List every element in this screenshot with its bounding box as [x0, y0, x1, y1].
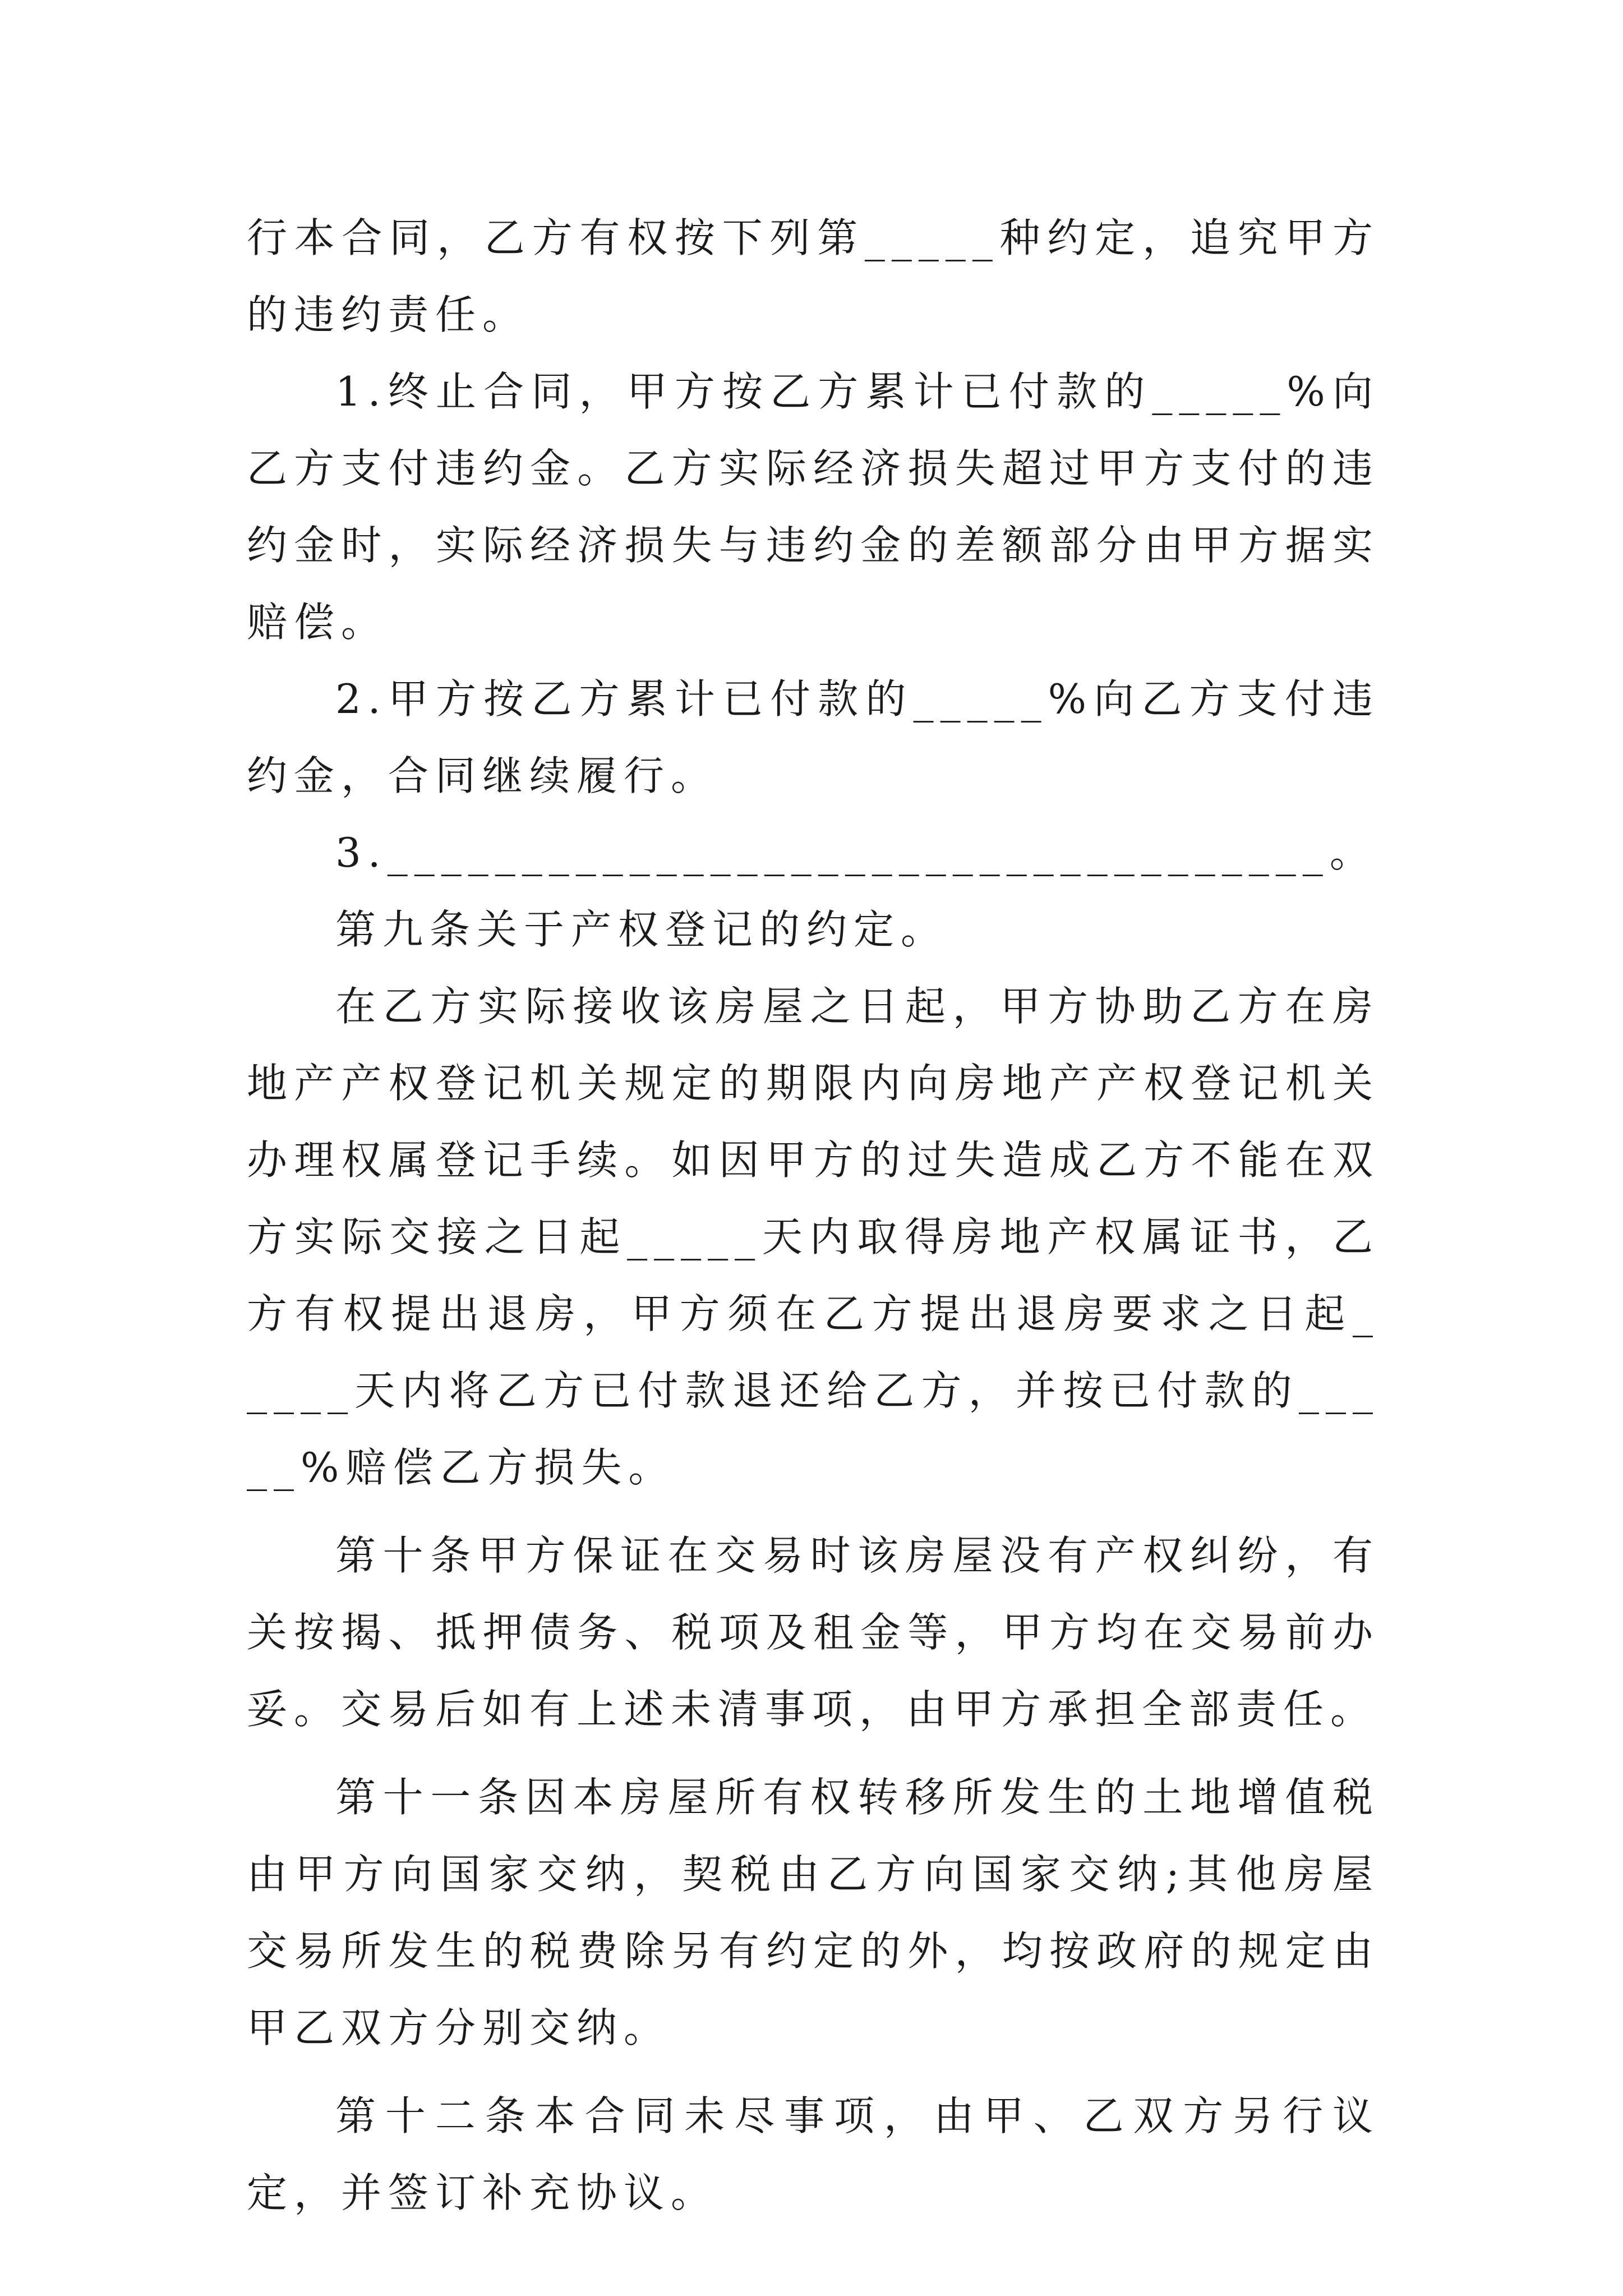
paragraph-option-1: 1.终止合同，甲方按乙方累计已付款的_____%向乙方支付违约金。乙方实际经济损失超过甲方支付的违约金时，实际经济损失与违约金的差额部分由甲方据实赔偿。 — [247, 368, 1380, 646]
article-9-heading: 第九条关于产权登记的约定。 — [335, 906, 948, 953]
article-12: 第十二条本合同未尽事项，由甲、乙双方另行议定，并签订补充协议。 — [247, 2092, 1380, 2216]
article-9-body: 在乙方实际接收该房屋之日起，甲方协助乙方在房地产产权登记机关规定的期限内向房地产产权登记机关办理权属登记手续。如因甲方的过失造成乙方不能在双方实际交接之日起_____天内取得房地产权属证书，乙方有权提出退房，甲方须在乙方提出退房要求之日起_____天内将乙方已付款退还给乙方，并按已付款的_____%赔偿乙方损失。 — [247, 983, 1380, 1491]
document-body — [247, 200, 1380, 2231]
article-11: 第十一条因本房屋所有权转移所发生的土地增值税由甲方向国家交纳，契税由乙方向国家交纳;其他房屋交易所发生的税费除另有约定的外，均按政府的规定由甲乙双方分别交纳。 — [247, 1774, 1380, 2051]
paragraph-breach-continuation: 行本合同，乙方有权按下列第_____种约定，追究甲方的违约责任。 — [247, 214, 1380, 338]
article-10: 第十条甲方保证在交易时该房屋没有产权纠纷，有关按揭、抵押债务、税项及租金等，甲方均在交易前办妥。交易后如有上述未清事项，由甲方承担全部责任。 — [247, 1532, 1380, 1733]
paragraph-option-2: 2.甲方按乙方累计已付款的_____%向乙方支付违约金，合同继续履行。 — [247, 675, 1380, 799]
paragraph-option-3: 3.___________________________________。 — [335, 829, 1377, 876]
